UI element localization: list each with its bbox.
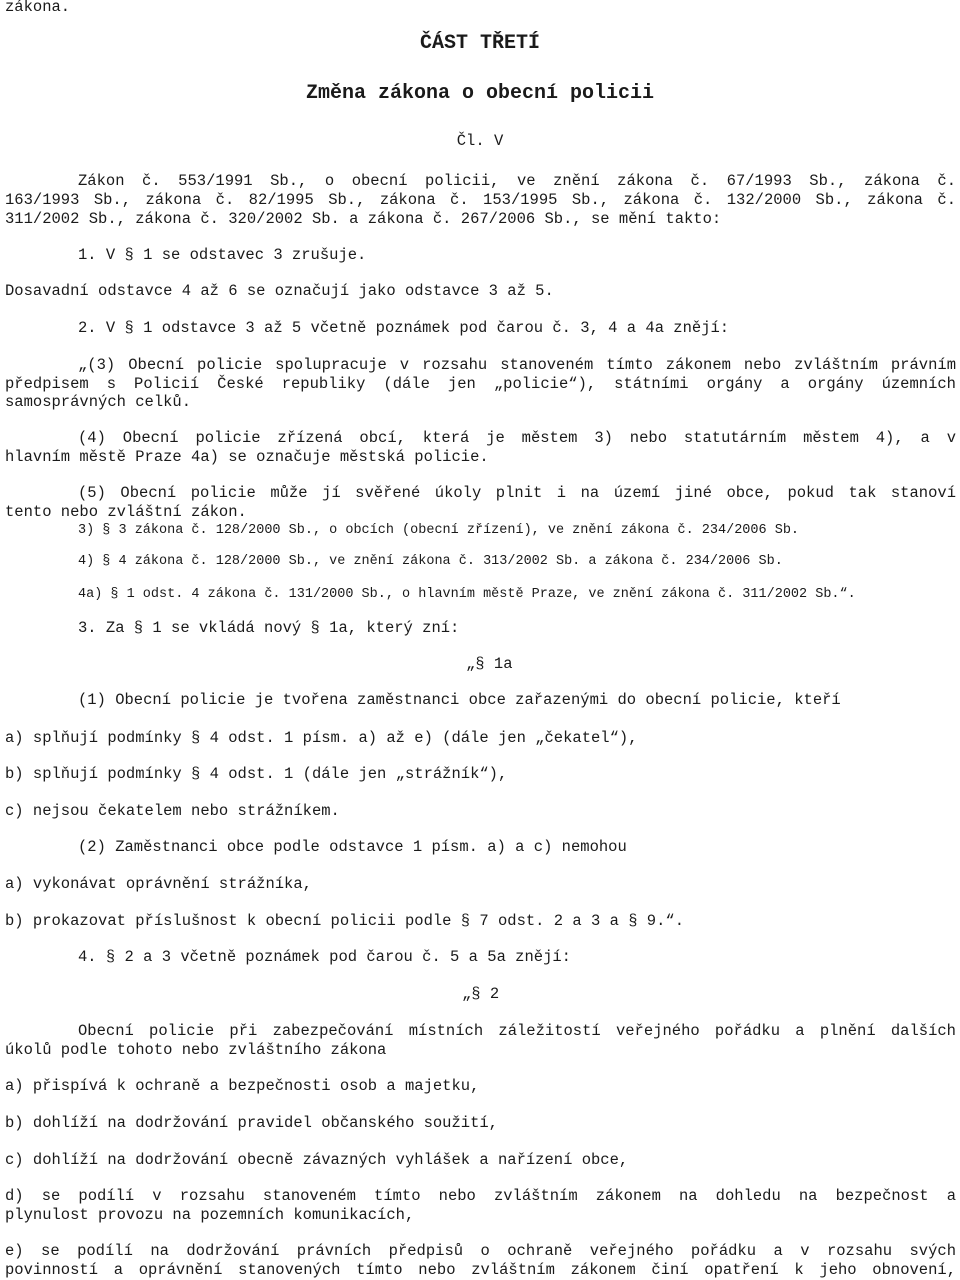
text-line: zákona. [5,0,71,16]
footnote: 4a) § 1 odst. 4 zákona č. 131/2000 Sb., o hlavním městě Praze, ve znění zákona č. 311/2002 Sb.“. [78,587,856,602]
text-line: tento nebo zvláštní zákon. [5,503,247,521]
text-line: b) prokazovat příslušnost k obecní policii podle § 7 odst. 2 a 3 a § 9.“. [5,912,685,930]
text-line: předpisem s Policií České republiky (dále jen „policie“), státními orgány a orgány územních [5,375,956,393]
part-title: ČÁST TŘETÍ [419,32,541,55]
text-line: 2. V § 1 odstavce 3 až 5 včetně poznámek pod čarou č. 3, 4 a 4a znějí: [78,319,730,337]
text-line: (4) Obecní policie zřízená obcí, která je městem 3) nebo statutárním městem 4), a v [78,429,956,447]
text-line: a) přispívá k ochraně a bezpečnosti osob a majetku, [5,1077,480,1095]
text-line: e) se podílí na dodržování právních předpisů o ochraně veřejného pořádku a v rozsahu svých [5,1242,956,1260]
text-line: d) se podílí v rozsahu stanoveném tímto nebo zvláštním zákonem na dohledu na bezpečnost a [5,1187,956,1205]
text-line: 163/1993 Sb., zákona č. 82/1995 Sb., zákona č. 153/1995 Sb., zákona č. 132/2000 Sb., zákona č. [5,191,956,209]
text-line: plynulost provozu na pozemních komunikacích, [5,1206,415,1224]
text-line: 4. § 2 a 3 včetně poznámek pod čarou č. 5 a 5a znějí: [78,948,571,966]
text-line: Obecní policie při zabezpečování místních záležitostí veřejného pořádku a plnění dalších [78,1022,956,1040]
text-line: b) splňují podmínky § 4 odst. 1 (dále jen „strážník“), [5,765,508,783]
text-line: (1) Obecní policie je tvořena zaměstnanci obce zařazenými do obecní policie, kteří [78,691,841,709]
text-line: hlavním městě Praze 4a) se označuje městská policie. [5,448,489,466]
text-line: Dosavadní odstavce 4 až 6 se označují jako odstavce 3 až 5. [5,282,554,300]
footnote: 4) § 4 zákona č. 128/2000 Sb., ve znění zákona č. 313/2002 Sb. a zákona č. 234/2006 Sb. [78,554,783,569]
text-line: 3. Za § 1 se vkládá nový § 1a, který zní: [78,619,460,637]
text-line: 1. V § 1 se odstavec 3 zrušuje. [78,246,367,264]
section-heading: „§ 1a [466,655,513,673]
text-line: Zákon č. 553/1991 Sb., o obecní policii, ve znění zákona č. 67/1993 Sb., zákona č. [78,172,956,190]
text-line: úkolů podle tohoto nebo zvláštního zákona [5,1041,387,1059]
text-line: c) nejsou čekatelem nebo strážníkem. [5,802,340,820]
text-line: (5) Obecní policie může jí svěřené úkoly plnit i na území jiné obce, pokud tak stanoví [78,484,956,502]
text-line: samosprávných celků. [5,393,192,411]
footnote: 3) § 3 zákona č. 128/2000 Sb., o obcích (obecní zřízení), ve znění zákona č. 234/2006 Sb. [78,523,800,538]
text-line: povinností a oprávnění stanovených tímto nebo zvláštním zákonem činí opatření k jeho obnovení, [5,1261,956,1279]
text-line: a) vykonávat oprávnění strážníka, [5,875,312,893]
section-title: Změna zákona o obecní policii [305,82,655,105]
text-line: (2) Zaměstnanci obce podle odstavce 1 písm. a) a c) nemohou [78,838,627,856]
article-number: Čl. V [456,132,504,150]
text-line: c) dohlíží na dodržování obecně závazných vyhlášek a nařízení obce, [5,1151,629,1169]
section-heading: „§ 2 [462,985,500,1003]
text-line: „(3) Obecní policie spolupracuje v rozsahu stanoveném tímto zákonem nebo zvláštním právním [78,356,956,374]
text-line: 311/2002 Sb., zákona č. 320/2002 Sb. a zákona č. 267/2006 Sb., se mění takto: [5,210,722,228]
text-line: b) dohlíží na dodržování pravidel občanského soužití, [5,1114,498,1132]
text-line: a) splňují podmínky § 4 odst. 1 písm. a) až e) (dále jen „čekatel“), [5,729,638,747]
